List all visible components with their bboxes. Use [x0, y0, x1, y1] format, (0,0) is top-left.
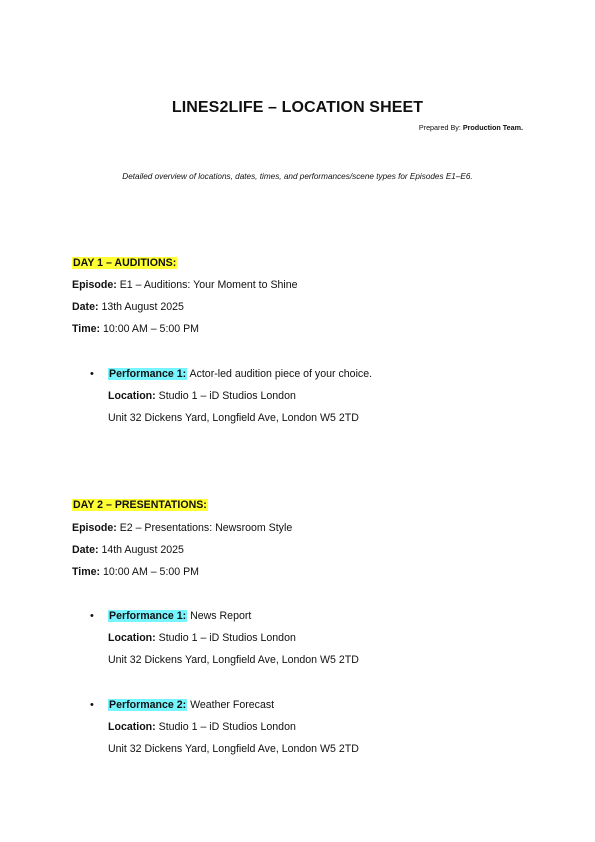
- performance-description: Actor-led audition piece of your choice.: [189, 368, 373, 380]
- day-1-episode: [72, 279, 298, 291]
- prepared-by-label: Prepared By:: [418, 123, 461, 132]
- day-2-performance-2: [108, 699, 274, 711]
- day-2-date: [72, 544, 184, 556]
- day-2-performance-1-address: Unit 32 Dickens Yard, Longfield Ave, London W5 2TD: [108, 654, 359, 666]
- episode-label: Episode:: [72, 279, 117, 291]
- day-1-performance-1-location: [108, 390, 296, 402]
- episode-value: E1 – Auditions: Your Moment to Shine: [119, 279, 298, 291]
- location-label: Location:: [108, 632, 156, 644]
- location-value: Studio 1 – iD Studios London: [158, 632, 296, 644]
- day-2-heading-text: DAY 2 – PRESENTATIONS:: [73, 499, 207, 511]
- location-value: Studio 1 – iD Studios London: [158, 390, 296, 402]
- day-1-performance-1-address: Unit 32 Dickens Yard, Longfield Ave, London W5 2TD: [108, 412, 359, 424]
- time-value: 10:00 AM – 5:00 PM: [103, 323, 200, 335]
- performance-description: News Report: [190, 610, 252, 622]
- day-1-date: [72, 301, 184, 313]
- day-1-performance-1: [108, 368, 372, 380]
- performance-tag: Performance 1:: [109, 368, 187, 380]
- day-1-heading-text: DAY 1 – AUDITIONS:: [73, 257, 177, 269]
- date-value: 13th August 2025: [101, 301, 184, 313]
- time-value: 10:00 AM – 5:00 PM: [103, 566, 200, 578]
- bullet-icon: •: [90, 368, 94, 380]
- bullet-icon: •: [90, 699, 94, 711]
- time-label: Time:: [72, 323, 101, 335]
- day-1-time: [72, 323, 199, 335]
- prepared-by: [419, 123, 523, 132]
- performance-description: Weather Forecast: [190, 699, 275, 711]
- day-2-performance-2-address: Unit 32 Dickens Yard, Longfield Ave, London W5 2TD: [108, 743, 359, 755]
- episode-value: E2 – Presentations: Newsroom Style: [119, 522, 293, 534]
- day-2-heading: [72, 499, 208, 511]
- performance-tag: Performance 1:: [109, 610, 187, 622]
- day-1-heading: [72, 257, 177, 269]
- date-label: Date:: [72, 301, 99, 313]
- day-2-time: [72, 566, 199, 578]
- page-title: LINES2LIFE – LOCATION SHEET: [171, 99, 424, 116]
- performance-tag: Performance 2:: [109, 699, 187, 711]
- day-2-episode: [72, 522, 292, 534]
- prepared-by-value: Production Team.: [462, 123, 523, 132]
- day-2-performance-2-location: [108, 721, 296, 733]
- location-label: Location:: [108, 721, 156, 733]
- date-value: 14th August 2025: [101, 544, 184, 556]
- bullet-icon: •: [90, 610, 94, 622]
- document-subtitle: Detailed overview of locations, dates, times, and performances/scene types for Episodes E1–E6.: [122, 172, 473, 181]
- episode-label: Episode:: [72, 522, 117, 534]
- date-label: Date:: [72, 544, 99, 556]
- location-value: Studio 1 – iD Studios London: [158, 721, 296, 733]
- time-label: Time:: [72, 566, 101, 578]
- day-2-performance-1-location: [108, 632, 296, 644]
- day-2-performance-1: [108, 610, 251, 622]
- location-label: Location:: [108, 390, 156, 402]
